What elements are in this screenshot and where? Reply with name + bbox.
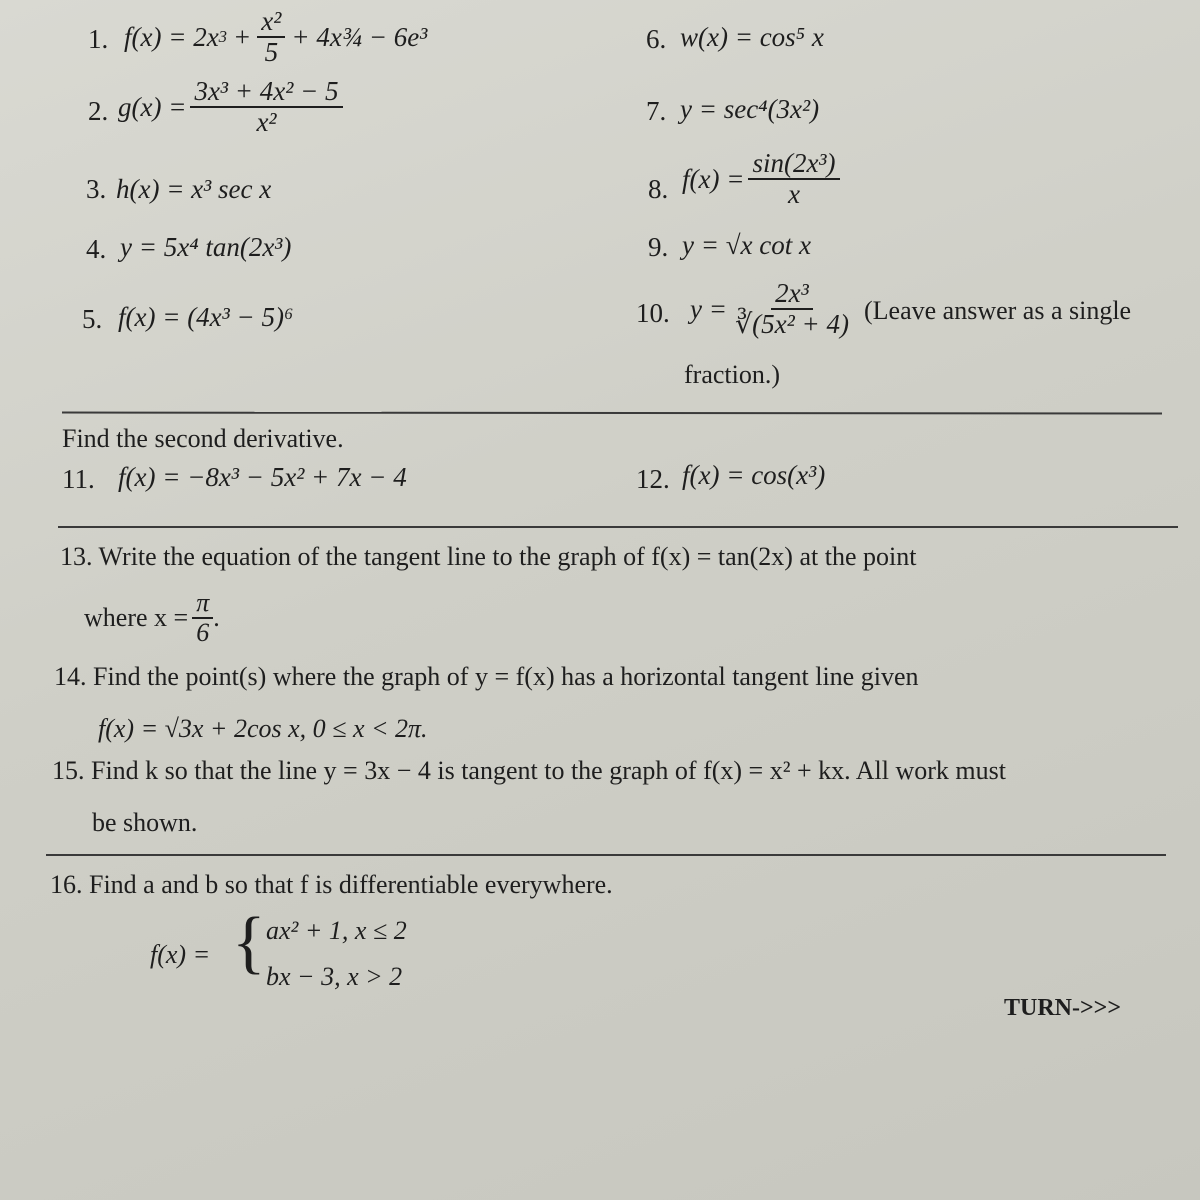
problem-1-expression: f(x) = 2x 3 + $\frac{\text{x²}}{5}$ + 4x¾ − 6e³ xyxy=(124,6,428,67)
problem-11-number: 11. xyxy=(62,464,95,494)
problem-10-note-continued: fraction.) xyxy=(684,360,781,389)
problem-13-fraction-denominator: 6 xyxy=(196,618,210,647)
section-divider-1 xyxy=(62,412,1162,415)
problem-13-fraction xyxy=(192,590,213,646)
problem-5-expression: f(x) = (4x³ − 5)⁶ xyxy=(118,302,294,332)
problem-8-number: 8. xyxy=(648,174,669,204)
turn-page-label: TURN->>> xyxy=(1004,995,1122,1021)
problem-1-fraction xyxy=(257,8,285,66)
problem-13-where: where x = $\frac{\pi}{6}$ . xyxy=(84,588,220,647)
problem-15-text-continued: be shown. xyxy=(92,808,198,837)
problem-13-fraction-numerator: π xyxy=(192,590,213,619)
problem-4-number: 4. xyxy=(86,234,107,264)
problem-6-expression: w(x) = cos⁵ x xyxy=(680,22,824,52)
problem-13-text: 13. Write the equation of the tangent line to the graph of f(x) = tan(2x) at the point xyxy=(60,542,917,571)
problem-8-fraction-numerator: sin(2x³) xyxy=(748,150,839,180)
problem-10-number: 10. xyxy=(636,298,670,328)
problem-8-fraction-denominator: x xyxy=(787,179,800,209)
problem-9-expression: y = √x cot x xyxy=(682,230,811,260)
problem-8-lhs: f(x) = xyxy=(682,163,745,194)
problem-10-fraction-numerator: 2x³ xyxy=(771,280,813,310)
problem-2-fraction-numerator: 3x³ + 4x² − 5 xyxy=(190,78,342,108)
problem-11-expression: f(x) = −8x³ − 5x² + 7x − 4 xyxy=(118,462,407,492)
problem-12-expression: f(x) = cos(x³) xyxy=(682,460,826,490)
problem-1-fraction-denominator: 5 xyxy=(264,37,279,67)
problem-8-fraction xyxy=(748,150,839,208)
problem-2-number: 2. xyxy=(88,96,109,126)
problem-10-fraction xyxy=(731,280,853,338)
problem-15-text: 15. Find k so that the line y = 3x − 4 is tangent to the graph of f(x) = x² + kx. All work must xyxy=(52,756,1006,785)
problem-5-number: 5. xyxy=(82,304,103,334)
problem-9-number: 9. xyxy=(648,232,669,262)
problem-13-where-label: where x = xyxy=(84,603,189,632)
problem-8-expression xyxy=(682,150,840,208)
problem-1-plus: + xyxy=(233,21,252,52)
section-divider-2 xyxy=(58,526,1178,528)
problem-1-lhs: f(x) = 2x xyxy=(124,21,219,52)
problem-16-text: 16. Find a and b so that f is differentiable everywhere. xyxy=(50,870,613,899)
problem-4-expression: y = 5x⁴ tan(2x³) xyxy=(120,232,292,262)
problem-14-function: f(x) = √3x + 2cos x, 0 ≤ x < 2π. xyxy=(98,714,428,743)
section-divider-3 xyxy=(46,854,1166,856)
problem-2-fraction xyxy=(190,78,342,136)
problem-7-number: 7. xyxy=(646,96,667,126)
piecewise-case-2: bx − 3, x > 2 xyxy=(266,962,403,991)
problem-1-number: 1. xyxy=(88,24,109,54)
problem-16-lhs: f(x) = xyxy=(150,940,211,969)
problem-1-rest: + 4x¾ − 6e³ xyxy=(291,21,428,52)
problem-14-text: 14. Find the point(s) where the graph of y = f(x) has a horizontal tangent line given xyxy=(54,662,919,691)
problem-6-number: 6. xyxy=(646,24,667,54)
problem-10-expression xyxy=(690,280,853,338)
problem-10-lhs: y = xyxy=(690,293,727,324)
problem-3-expression: h(x) = x³ sec x xyxy=(116,174,272,204)
problem-1-fraction-numerator: x² xyxy=(257,8,285,38)
problem-10-note: (Leave answer as a single xyxy=(864,296,1132,325)
problem-12-number: 12. xyxy=(636,464,670,494)
problem-2-lhs: g(x) = xyxy=(118,91,187,122)
piecewise-brace: { xyxy=(232,904,266,981)
second-derivative-heading: Find the second derivative. xyxy=(62,424,344,453)
problem-10-fraction-denominator: ∛(5x² + 4) xyxy=(734,309,849,339)
problem-3-number: 3. xyxy=(86,174,107,204)
problem-2-fraction-denominator: x² xyxy=(256,107,277,137)
piecewise-case-1: ax² + 1, x ≤ 2 xyxy=(266,916,407,945)
problem-7-expression: y = sec⁴(3x²) xyxy=(680,94,820,124)
problem-2-expression xyxy=(118,78,343,136)
